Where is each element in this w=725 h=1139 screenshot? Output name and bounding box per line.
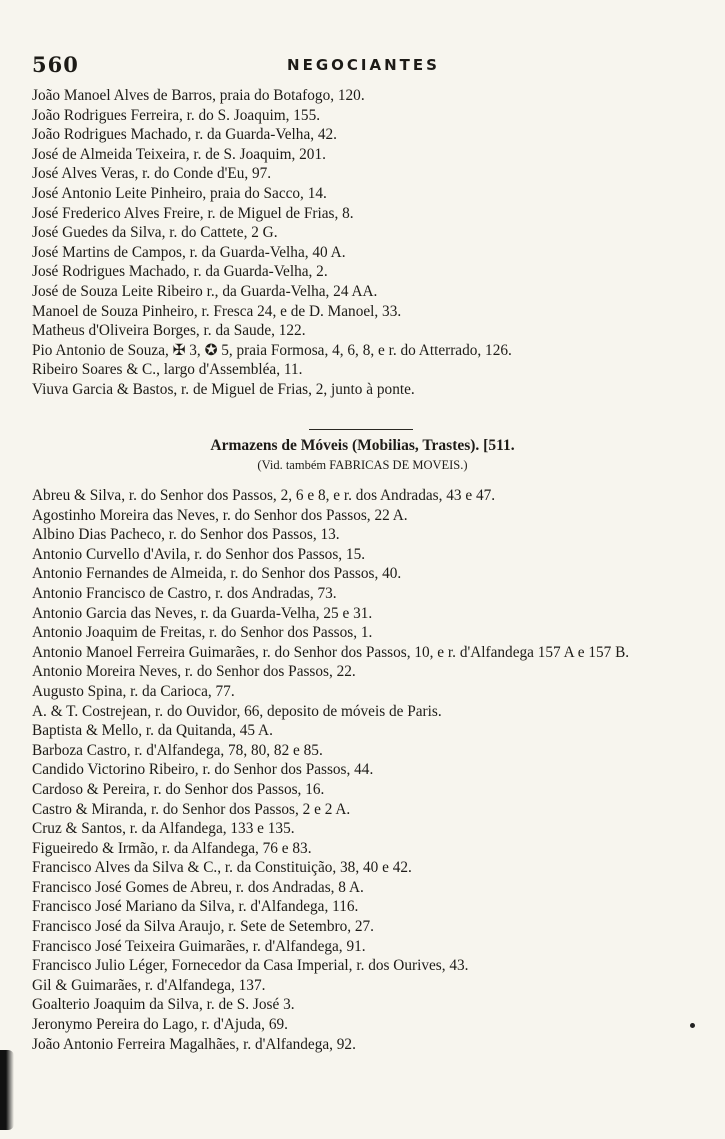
list-item: Figueiredo & Irmão, r. da Alfandega, 76 e 83. bbox=[32, 839, 312, 857]
list-item: João Antonio Ferreira Magalhães, r. d'Alfandega, 92. bbox=[32, 1035, 356, 1053]
binding-edge-mark bbox=[0, 1050, 14, 1130]
list-item: José de Souza Leite Ribeiro r., da Guarda-Velha, 24 AA. bbox=[32, 282, 378, 300]
page-header bbox=[32, 52, 695, 80]
list-item: Francisco Julio Léger, Fornecedor da Casa Imperial, r. dos Ourives, 43. bbox=[32, 957, 469, 975]
list-item: Antonio Garcia das Neves, r. da Guarda-Velha, 25 e 31. bbox=[32, 604, 373, 622]
list-item: Francisco José da Silva Araujo, r. Sete de Setembro, 27. bbox=[32, 918, 374, 936]
list-item: Ribeiro Soares & C., largo d'Assembléa, 11. bbox=[32, 361, 303, 379]
list-item: Antonio Francisco de Castro, r. dos Andradas, 73. bbox=[32, 584, 337, 602]
list-item: João Manoel Alves de Barros, praia do Botafogo, 120. bbox=[32, 87, 365, 104]
list-item: Antonio Fernandes de Almeida, r. do Senhor dos Passos, 40. bbox=[32, 565, 402, 583]
list-item: João Rodrigues Ferreira, r. do S. Joaquim, 155. bbox=[32, 106, 321, 124]
list-item: José Martins de Campos, r. da Guarda-Velha, 40 A. bbox=[32, 243, 346, 261]
list-item: José de Almeida Teixeira, r. de S. Joaquim, 201. bbox=[32, 145, 326, 163]
list-item: Matheus d'Oliveira Borges, r. da Saude, 122. bbox=[32, 322, 306, 340]
list-item: Agostinho Moreira das Neves, r. do Senhor dos Passos, 22 A. bbox=[32, 506, 408, 524]
list-item: Barboza Castro, r. d'Alfandega, 78, 80, 82 e 85. bbox=[32, 741, 323, 759]
list-item: Antonio Curvello d'Avila, r. do Senhor dos Passos, 15. bbox=[32, 545, 366, 563]
list-item: Candido Victorino Ribeiro, r. do Senhor dos Passos, 44. bbox=[32, 761, 374, 779]
list-item: Francisco José Teixeira Guimarães, r. d'Alfandega, 91. bbox=[32, 937, 366, 955]
list-item: José Guedes da Silva, r. do Cattete, 2 G. bbox=[32, 224, 278, 242]
list-item: Francisco José Gomes de Abreu, r. dos Andradas, 8 A. bbox=[32, 878, 364, 896]
page-number: 560 bbox=[32, 52, 79, 77]
running-title: NEGOCIANTES bbox=[287, 56, 440, 74]
list-item: Pio Antonio de Souza, ✠ 3, ✪ 5, praia Formosa, 4, 6, 8, e r. do Atterrado, 126. bbox=[32, 341, 512, 359]
list-item: Antonio Moreira Neves, r. do Senhor dos Passos, 22. bbox=[32, 663, 356, 681]
list-item: Abreu & Silva, r. do Senhor dos Passos, 2, 6 e 8, e r. dos Andradas, 43 e 47. bbox=[32, 487, 496, 504]
list-item: A. & T. Costrejean, r. do Ouvidor, 66, deposito de móveis de Paris. bbox=[32, 702, 442, 720]
directory-list-bottom bbox=[32, 486, 692, 1054]
list-item: Goalterio Joaquim da Silva, r. de S. José 3. bbox=[32, 996, 295, 1014]
list-item: Francisco José Mariano da Silva, r. d'Alfandega, 116. bbox=[32, 898, 359, 916]
list-item: Cruz & Santos, r. da Alfandega, 133 e 135. bbox=[32, 820, 295, 838]
list-item: Viuva Garcia & Bastos, r. de Miguel de Frias, 2, junto à ponte. bbox=[32, 380, 415, 398]
list-item: Baptista & Mello, r. da Quitanda, 45 A. bbox=[32, 722, 273, 740]
section-note: (Vid. também FABRICAS DE MOVEIS.) bbox=[257, 458, 468, 472]
list-item: Antonio Joaquim de Freitas, r. do Senhor dos Passos, 1. bbox=[32, 624, 373, 642]
list-item: Albino Dias Pacheco, r. do Senhor dos Passos, 13. bbox=[32, 526, 340, 544]
list-item: José Rodrigues Machado, r. da Guarda-Velha, 2. bbox=[32, 263, 328, 281]
list-item: José Frederico Alves Freire, r. de Miguel de Frias, 8. bbox=[32, 204, 354, 222]
list-item: Manoel de Souza Pinheiro, r. Fresca 24, e de D. Manoel, 33. bbox=[32, 302, 402, 320]
list-item: Castro & Miranda, r. do Senhor dos Passos, 2 e 2 A. bbox=[32, 800, 351, 818]
list-item: João Rodrigues Machado, r. da Guarda-Velha, 42. bbox=[32, 126, 338, 144]
section-heading bbox=[0, 436, 725, 474]
list-item: Augusto Spina, r. da Carioca, 77. bbox=[32, 682, 235, 700]
list-item: José Antonio Leite Pinheiro, praia do Sacco, 14. bbox=[32, 184, 327, 202]
section-divider bbox=[309, 429, 413, 430]
list-item: Cardoso & Pereira, r. do Senhor dos Passos, 16. bbox=[32, 780, 325, 798]
ink-dot bbox=[690, 1023, 695, 1028]
list-item: Antonio Manoel Ferreira Guimarães, r. do Senhor dos Passos, 10, e r. d'Alfandega 157 A e 157 B. bbox=[32, 643, 630, 661]
list-item: Jeronymo Pereira do Lago, r. d'Ajuda, 69. bbox=[32, 1016, 288, 1034]
list-item: José Alves Veras, r. do Conde d'Eu, 97. bbox=[32, 165, 272, 183]
directory-list-top bbox=[32, 86, 692, 400]
section-title: Armazens de Móveis (Mobilias, Trastes). [511. bbox=[210, 437, 515, 454]
list-item: Gil & Guimarães, r. d'Alfandega, 137. bbox=[32, 976, 266, 994]
list-item: Francisco Alves da Silva & C., r. da Constituição, 38, 40 e 42. bbox=[32, 859, 412, 877]
